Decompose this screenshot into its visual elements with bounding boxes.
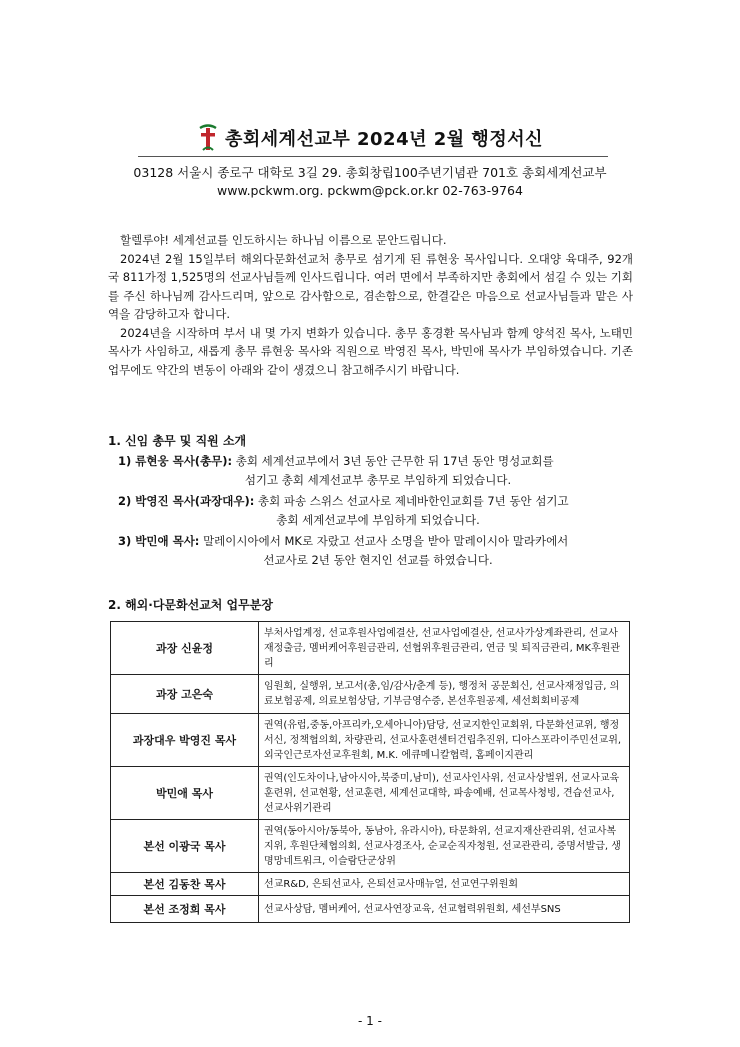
staff-desc: 말레이시아에서 MK로 자랐고 선교사 소명을 받아 말레이시아 말라카에서 bbox=[203, 534, 569, 548]
table-row bbox=[111, 873, 630, 896]
duties-cell: 부처사업계정, 선교후원사업예결산, 선교사업예결산, 선교사가상계좌관리, 선교사재정출금, 멤버케어후원금관리, 선협위후원금관리, 연금 및 퇴직금관리, MK후원관리 bbox=[259, 622, 630, 675]
duties-cell: 임원회, 실행위, 보고서(총,임/감사/춘계 등), 행정처 공문회신, 선교사재정입금, 의료보험공제, 의료보험상담, 기부금영수증, 본선후원공제, 세선회회비공제 bbox=[259, 675, 630, 714]
table-row bbox=[111, 767, 630, 820]
staff-desc: 총회 파송 스위스 선교사로 제네바한인교회를 7년 동안 섬기고 bbox=[258, 494, 569, 508]
staff-item bbox=[118, 492, 638, 530]
table-row bbox=[111, 820, 630, 873]
address-line: 03128 서울시 종로구 대학로 3길 29. 총회창립100주년기념관 701호 총회세계선교부 bbox=[133, 165, 607, 180]
staff-name-cell: 본선 조정희 목사 bbox=[111, 896, 259, 923]
staff-desc-cont: 선교사로 2년 동안 현지인 선교를 하였습니다. bbox=[263, 553, 493, 567]
section-1-heading: 1. 신임 총무 및 직원 소개 bbox=[108, 434, 247, 448]
intro-body bbox=[108, 231, 633, 379]
contact-info bbox=[0, 164, 740, 200]
duty-assignment-table bbox=[110, 621, 630, 923]
table-row bbox=[111, 714, 630, 767]
table-row bbox=[111, 675, 630, 714]
staff-desc-cont: 총회 세계선교부에 부임하게 되었습니다. bbox=[276, 513, 480, 527]
duties-cell: 권역(인도차이나,남아시아,북중미,남미), 선교사인사위, 선교사상벌위, 선교사교육훈련위, 선교현황, 선교훈련, 세계선교대학, 파송예배, 선교목사청빙, 견습선교사, 선교사위기관리 bbox=[259, 767, 630, 820]
intro-paragraph: 할렐루야! 세계선교를 인도하시는 하나님 이름으로 문안드립니다. bbox=[120, 233, 447, 247]
table-row bbox=[111, 896, 630, 923]
intro-paragraph: 2024년 2월 15일부터 해외다문화선교처 총무로 섬기게 된 류현웅 목사입니다. 오대양 육대주, 92개국 811가정 1,525명의 선교사님들께 인사드립니다. 여러 면에서 부족하지만 총회에서 섬길 수 있는 기회를 주신 하나님께 감사드리며, 앞으로 감사함으로, 겸손함으로, 한결같은 마음으로 선교사님들과 맡은 사역을 감당하고자 합니다. bbox=[108, 251, 633, 321]
staff-name-cell: 본선 김동찬 목사 bbox=[111, 873, 259, 896]
intro-paragraph: 2024년을 시작하며 부서 내 몇 가지 변화가 있습니다. 총무 홍경환 목사님과 함께 양석진 목사, 노태민 목사가 사임하고, 새롭게 총무 류현웅 목사와 직원으로 박영진 목사, 박민애 목사가 부임하였습니다. 기존 업무에도 약간의 변동이 아래와 같이 생겼으니 참고해주시기 바랍니다. bbox=[108, 325, 633, 377]
duties-cell: 권역(동아시아/동북아, 동남아, 유라시아), 타문화위, 선교지재산관리위, 선교사복지위, 후원단체협의회, 선교사경조사, 순교순직자청원, 선교관관리, 증명서발급, 생명망네트워크, 이슬람단군상위 bbox=[259, 820, 630, 873]
section-2-heading: 2. 해외·다문화선교처 업무분장 bbox=[108, 598, 273, 612]
letter-header bbox=[0, 124, 740, 152]
staff-label: 3) 박민애 목사: bbox=[118, 534, 200, 548]
letter-title: 총회세계선교부 2024년 2월 행정서신 bbox=[225, 129, 543, 150]
new-staff-list bbox=[118, 452, 638, 572]
church-cross-logo-icon bbox=[197, 124, 219, 152]
table-row bbox=[111, 622, 630, 675]
staff-label: 1) 류현웅 목사(총무): bbox=[118, 454, 233, 468]
staff-name-cell: 본선 이광국 목사 bbox=[111, 820, 259, 873]
staff-desc: 총회 세계선교부에서 3년 동안 근무한 뒤 17년 동안 명성교회를 bbox=[235, 454, 554, 468]
staff-item bbox=[118, 532, 638, 570]
staff-label: 2) 박영진 목사(과장대우): bbox=[118, 494, 255, 508]
staff-name-cell: 과장대우 박영진 목사 bbox=[111, 714, 259, 767]
duties-cell: 선교R&D, 은퇴선교사, 은퇴선교사매뉴얼, 선교연구위원회 bbox=[259, 873, 630, 896]
header-divider bbox=[138, 156, 608, 157]
staff-name-cell: 과장 고은숙 bbox=[111, 675, 259, 714]
staff-name-cell: 과장 신윤정 bbox=[111, 622, 259, 675]
staff-desc-cont: 섬기고 총회 세계선교부 총무로 부임하게 되었습니다. bbox=[244, 473, 512, 487]
staff-name-cell: 박민애 목사 bbox=[111, 767, 259, 820]
duties-cell: 선교사상담, 멤버케어, 선교사연장교육, 선교협력위원회, 세선부SNS bbox=[259, 896, 630, 923]
page-number: - 1 - bbox=[358, 1014, 382, 1028]
duties-cell: 권역(유럽,중동,아프리카,오세아니아)담당, 선교지한인교회위, 다문화선교위, 행정서신, 정책협의회, 차량관리, 선교사훈련센터건립추진위, 디아스포라이주민선교위, 외국인근로자선교후원회, M.K. 에큐메니칼협력, 홈페이지관리 bbox=[259, 714, 630, 767]
staff-item bbox=[118, 452, 638, 490]
web-email-phone-line: www.pckwm.org. pckwm@pck.or.kr 02-763-9764 bbox=[217, 183, 523, 198]
